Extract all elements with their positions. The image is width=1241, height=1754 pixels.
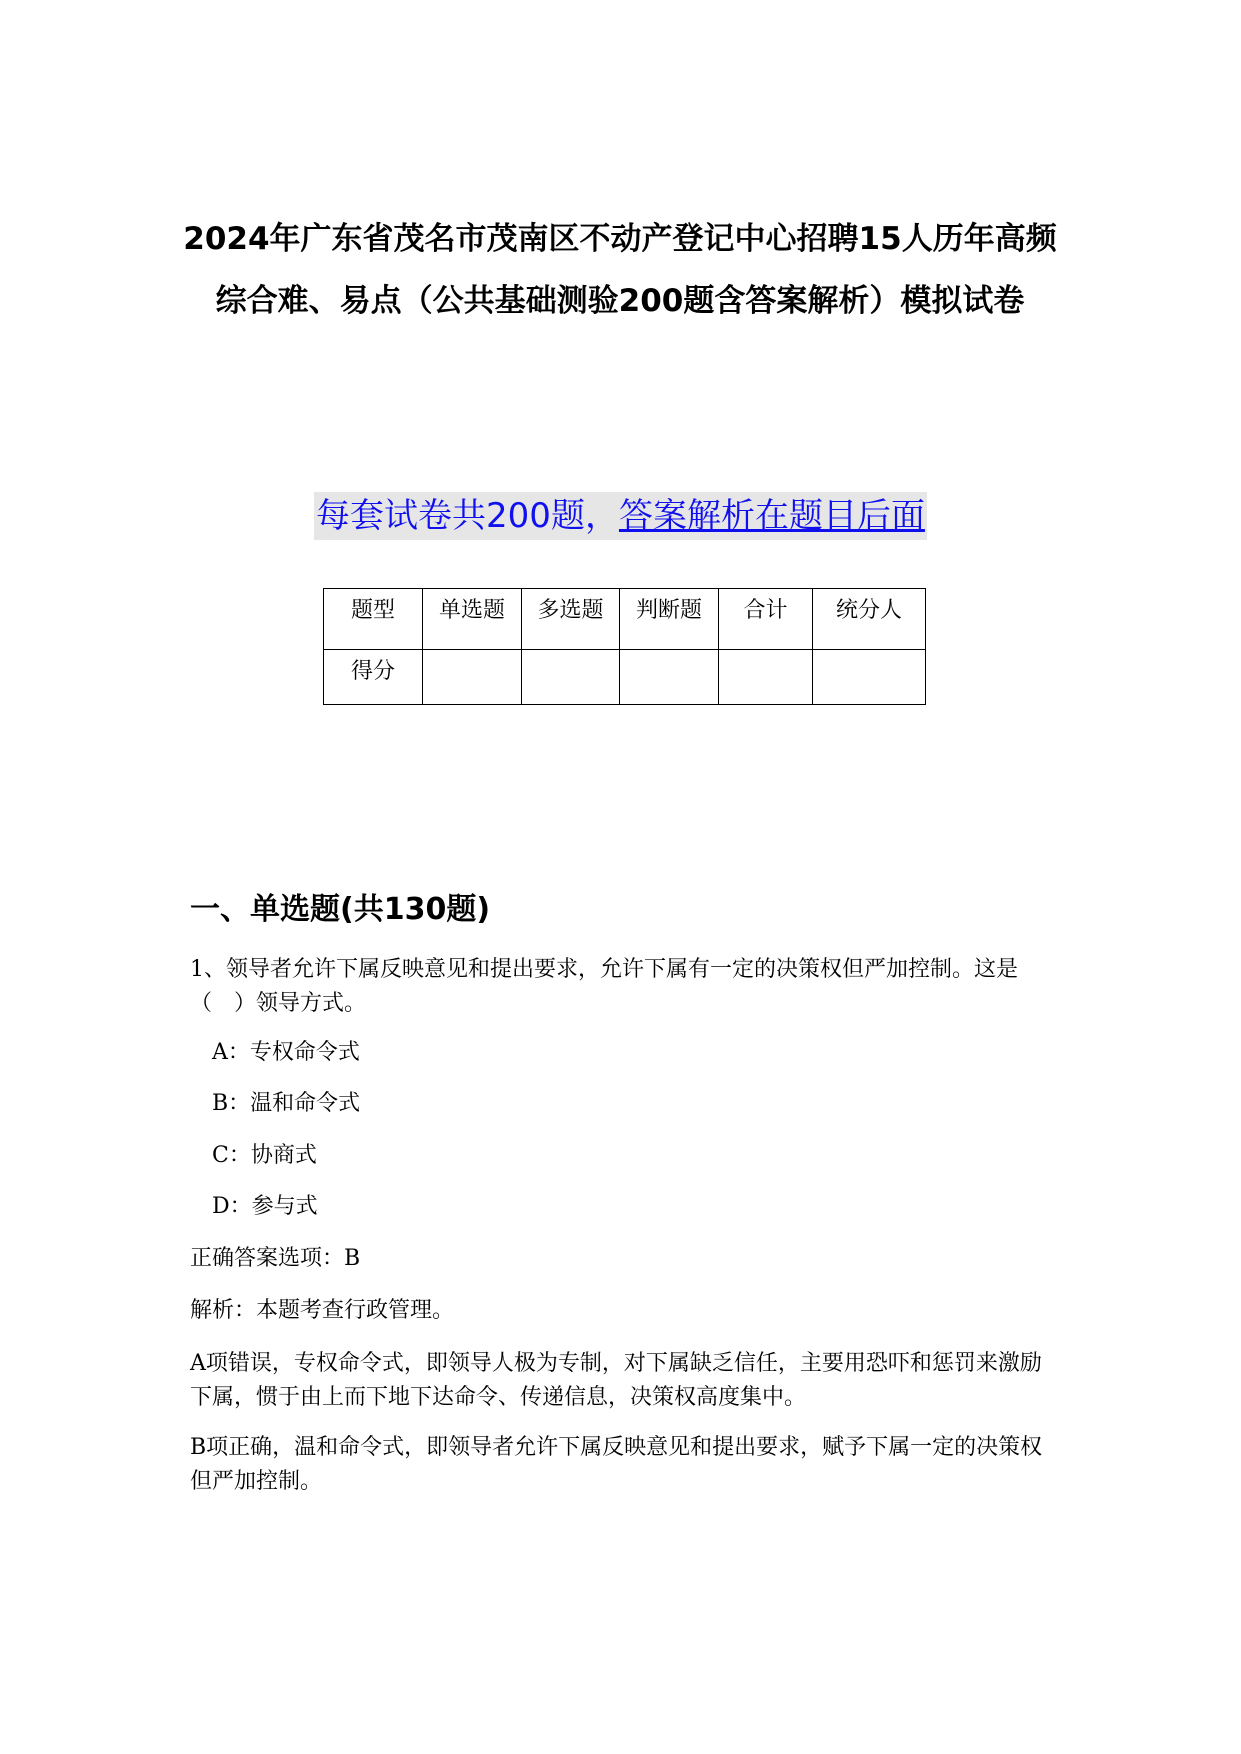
header-cell-multi: 多选题: [522, 589, 620, 650]
header-cell-total: 合计: [719, 589, 813, 650]
header-cell-single: 单选题: [423, 589, 522, 650]
correct-answer: 正确答案选项：B: [190, 1246, 361, 1271]
document-title: 2024年广东省茂名市茂南区不动产登记中心招聘15人历年高频综合难、易点（公共基础测验200题含答案解析）模拟试卷: [183, 221, 1057, 319]
score-table-header-row: [324, 589, 926, 650]
question-text: 1、领导者允许下属反映意见和提出要求，允许下属有一定的决策权但严加控制。这是（ ）领导方式。: [190, 957, 1018, 1016]
header-cell-type: 题型: [324, 589, 423, 650]
score-cell: [620, 650, 719, 705]
option-d: D：参与式: [212, 1194, 318, 1219]
score-cell: [423, 650, 522, 705]
score-cell: [813, 650, 926, 705]
score-table: [323, 588, 926, 705]
header-cell-judge: 判断题: [620, 589, 719, 650]
option-a: A：专权命令式: [212, 1040, 360, 1065]
analysis-option-b: B项正确，温和命令式，即领导者允许下属反映意见和提出要求，赋予下属一定的决策权但严加控制。: [190, 1435, 1043, 1494]
subtitle-prefix: 每套试卷共200题，: [316, 496, 619, 536]
section-heading: 一、单选题(共130题): [190, 892, 491, 927]
analysis-title: 解析：本题考查行政管理。: [190, 1298, 455, 1323]
row-label-score: 得分: [324, 650, 423, 705]
option-b: B：温和命令式: [212, 1091, 361, 1116]
score-table-score-row: [324, 650, 926, 705]
score-cell: [719, 650, 813, 705]
score-cell: [522, 650, 620, 705]
analysis-option-a: A项错误，专权命令式，即领导人极为专制，对下属缺乏信任，主要用恐吓和惩罚来激励下属，惯于由上而下地下达命令、传递信息，决策权高度集中。: [190, 1351, 1042, 1410]
option-c: C：协商式: [212, 1143, 317, 1168]
header-cell-scorer: 统分人: [813, 589, 926, 650]
answer-location-link[interactable]: 答案解析在题目后面: [618, 496, 925, 536]
subtitle: [0, 492, 1241, 540]
